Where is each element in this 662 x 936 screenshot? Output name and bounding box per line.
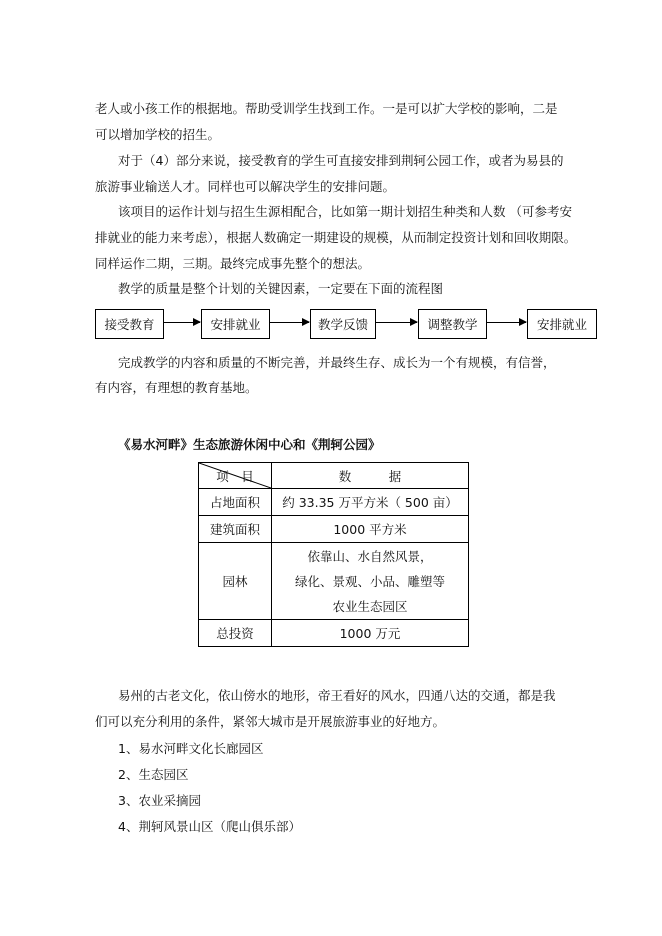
table-title: 《易水河畔》生态旅游休闲中心和《荆轲公园》 — [118, 437, 381, 452]
value-line: 依靠山、水自然风景， — [307, 548, 433, 564]
table-row-value: 约 33.35 万平方米（ 500 亩） — [272, 489, 469, 516]
flow-step: 接受教育 — [95, 309, 164, 339]
flow-arrow — [269, 322, 309, 323]
data-table — [198, 462, 469, 647]
flow-step: 安排就业 — [527, 309, 597, 339]
paragraph-line: 同样运作二期，三期。最终完成事先整个的想法。 — [95, 256, 371, 271]
value-line: 绿化、景观、小品、雕塑等 — [294, 573, 445, 589]
table-row-label: 总投资 — [199, 620, 272, 647]
flow-step: 安排就业 — [201, 309, 270, 339]
table-row-value: 1000 万元 — [272, 620, 469, 647]
paragraph-line: 旅游事业输送人才。同样也可以解决学生的安排问题。 — [95, 179, 396, 194]
flow-arrow — [486, 322, 526, 323]
paragraph-line: 排就业的能力来考虑），根据人数确定一期建设的规模，从而制定投资计划和回收期限。 — [95, 230, 577, 245]
flow-arrow — [163, 322, 200, 323]
list-item: 3、农业采摘园 — [118, 793, 201, 808]
table-row-value: 1000 平方米 — [272, 516, 469, 543]
paragraph-line: 们可以充分利用的条件，紧邻大城市是开展旅游事业的好地方。 — [95, 714, 446, 729]
paragraph-line: 完成教学的内容和质量的不断完善，并最终生存、成长为一个有规模，有信誉， — [118, 355, 556, 370]
flow-step: 调整教学 — [418, 309, 487, 339]
paragraph-line: 该项目的运作计划与招生生源相配合，比如第一期计划招生种类和人数 （可参考安 — [118, 204, 572, 219]
table-header-item — [199, 463, 272, 489]
flowchart — [95, 309, 597, 339]
value-line: 农业生态园区 — [332, 598, 408, 614]
list-item: 4、荆轲风景山区（爬山俱乐部） — [118, 819, 301, 834]
list-item: 1、易水河畔文化长廊园区 — [118, 741, 264, 756]
paragraph-line: 老人或小孩工作的根据地。帮助受训学生找到工作。一是可以扩大学校的影响，二是 — [95, 101, 558, 116]
table-row-label: 园林 — [199, 543, 272, 620]
paragraph-line: 有内容，有理想的教育基地。 — [95, 380, 258, 395]
list-item: 2、生态园区 — [118, 767, 189, 782]
paragraph-line: 教学的质量是整个计划的关键因素，一定要在下面的流程图 — [118, 281, 444, 296]
paragraph-line: 对于（4）部分来说，接受教育的学生可直接安排到荆轲公园工作，或者为易县的 — [118, 153, 564, 168]
paragraph-line: 可以增加学校的招生。 — [95, 127, 221, 142]
table-header-data: 数 据 — [272, 463, 469, 489]
header-item-label: 项 目 — [216, 468, 254, 484]
paragraph-line: 易州的古老文化，依山傍水的地形，帝王看好的风水，四通八达的交通，都是我 — [118, 688, 556, 703]
flow-step: 教学反馈 — [310, 309, 376, 339]
flow-arrow — [375, 322, 417, 323]
table-row-label: 建筑面积 — [199, 516, 272, 543]
table-row-value — [272, 543, 469, 620]
table-row-label: 占地面积 — [199, 489, 272, 516]
